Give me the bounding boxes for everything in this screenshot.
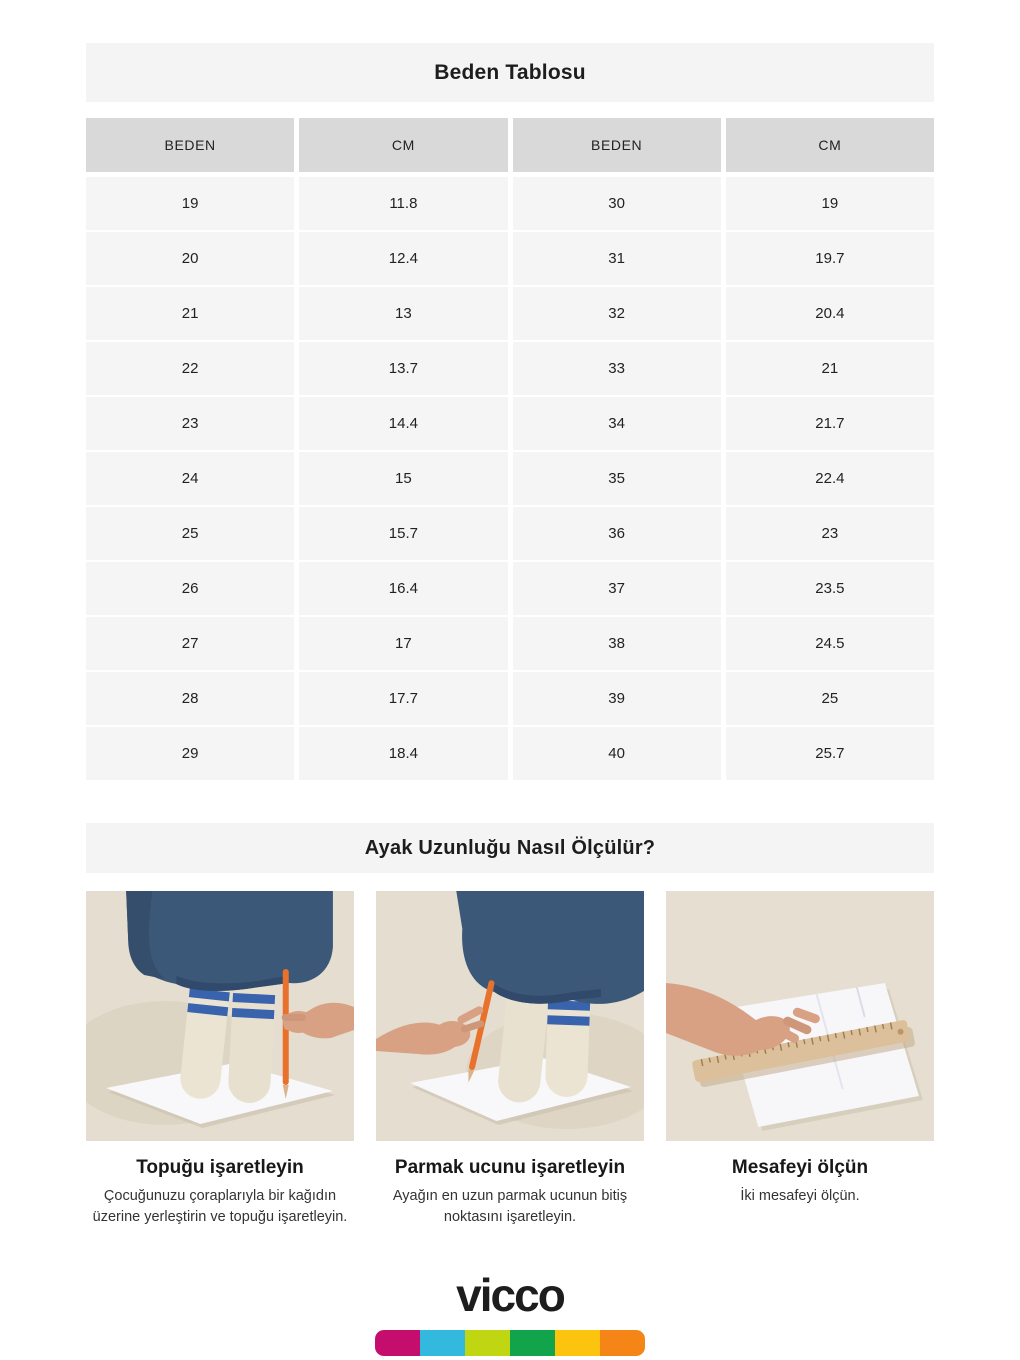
vicco-logo: vicco [456, 1269, 564, 1321]
step-mark-heel [86, 891, 354, 1227]
brand-color-segment [420, 1330, 465, 1356]
mark-heel-photo [86, 891, 354, 1141]
brand-color-segment [555, 1330, 600, 1356]
size-table-cell: 19 [86, 177, 294, 230]
size-table-cell: 34 [513, 397, 721, 450]
size-table-title-band [86, 43, 934, 102]
size-table-cell: 37 [513, 562, 721, 615]
size-table-cell: 29 [86, 727, 294, 780]
size-table-header-cell: CM [299, 118, 507, 172]
size-table-title: Beden Tablosu [434, 60, 586, 84]
size-table-cell: 31 [513, 232, 721, 285]
size-table-cell: 21.7 [726, 397, 934, 450]
size-table-cell: 21 [726, 342, 934, 395]
size-table-cell: 28 [86, 672, 294, 725]
size-table-cell: 16.4 [299, 562, 507, 615]
step-description: Ayağın en uzun parmak ucunun bitiş noktasını işaretleyin. [392, 1188, 628, 1225]
size-table-cell: 23 [86, 397, 294, 450]
step-description: İki mesafeyi ölçün. [740, 1188, 860, 1204]
size-table-cell: 25 [86, 507, 294, 560]
size-table-cell: 13 [299, 287, 507, 340]
size-table-cell: 19.7 [726, 232, 934, 285]
size-table-cell: 35 [513, 452, 721, 505]
step-heading: Mesafeyi ölçün [731, 1157, 869, 1178]
size-table-cell: 25.7 [726, 727, 934, 780]
size-table-cell: 30 [513, 177, 721, 230]
size-table-cell: 20.4 [726, 287, 934, 340]
size-table-header-row [86, 118, 934, 172]
size-table-cell: 20 [86, 232, 294, 285]
size-table-cell: 11.8 [299, 177, 507, 230]
size-table-cell: 24 [86, 452, 294, 505]
size-table-cell: 26 [86, 562, 294, 615]
size-table-cell: 14.4 [299, 397, 507, 450]
size-table-body [86, 177, 934, 780]
size-table-cell: 38 [513, 617, 721, 670]
size-table-cell: 32 [513, 287, 721, 340]
measure-section-title: Ayak Uzunluğu Nasıl Ölçülür? [364, 836, 656, 859]
size-table-cell: 15 [299, 452, 507, 505]
mark-toe-photo [376, 891, 644, 1141]
measure-steps [86, 891, 934, 1227]
size-table [86, 118, 934, 780]
footer [0, 1269, 1020, 1356]
size-table-cell: 22 [86, 342, 294, 395]
step-measure-distance [666, 891, 934, 1227]
size-table-cell: 15.7 [299, 507, 507, 560]
step-mark-toe [376, 891, 644, 1227]
brand-color-segment [465, 1330, 510, 1356]
size-table-cell: 27 [86, 617, 294, 670]
step-description: Çocuğunuzu çoraplarıyla bir kağıdın üzerine yerleştirin ve topuğu işaretleyin. [92, 1188, 348, 1225]
brand-color-segment [510, 1330, 555, 1356]
size-table-cell: 40 [513, 727, 721, 780]
size-table-cell: 21 [86, 287, 294, 340]
size-table-cell: 12.4 [299, 232, 507, 285]
measure-distance-photo [666, 891, 934, 1141]
size-table-cell: 13.7 [299, 342, 507, 395]
size-table-cell: 36 [513, 507, 721, 560]
size-table-header-cell: BEDEN [86, 118, 294, 172]
size-table-header-cell: BEDEN [513, 118, 721, 172]
size-table-cell: 17 [299, 617, 507, 670]
brand-color-segment [375, 1330, 420, 1356]
size-table-cell: 24.5 [726, 617, 934, 670]
size-table-cell: 39 [513, 672, 721, 725]
size-table-cell: 17.7 [299, 672, 507, 725]
size-table-cell: 19 [726, 177, 934, 230]
measure-section-title-band [86, 823, 934, 873]
size-table-cell: 22.4 [726, 452, 934, 505]
size-table-header-cell: CM [726, 118, 934, 172]
step-heading: Parmak ucunu işaretleyin [394, 1157, 626, 1178]
step-heading: Topuğu işaretleyin [136, 1157, 304, 1178]
size-table-cell: 33 [513, 342, 721, 395]
brand-color-segment [600, 1330, 645, 1356]
size-table-cell: 18.4 [299, 727, 507, 780]
brand-color-bar [375, 1330, 645, 1356]
size-table-cell: 23 [726, 507, 934, 560]
size-table-cell: 25 [726, 672, 934, 725]
size-table-cell: 23.5 [726, 562, 934, 615]
